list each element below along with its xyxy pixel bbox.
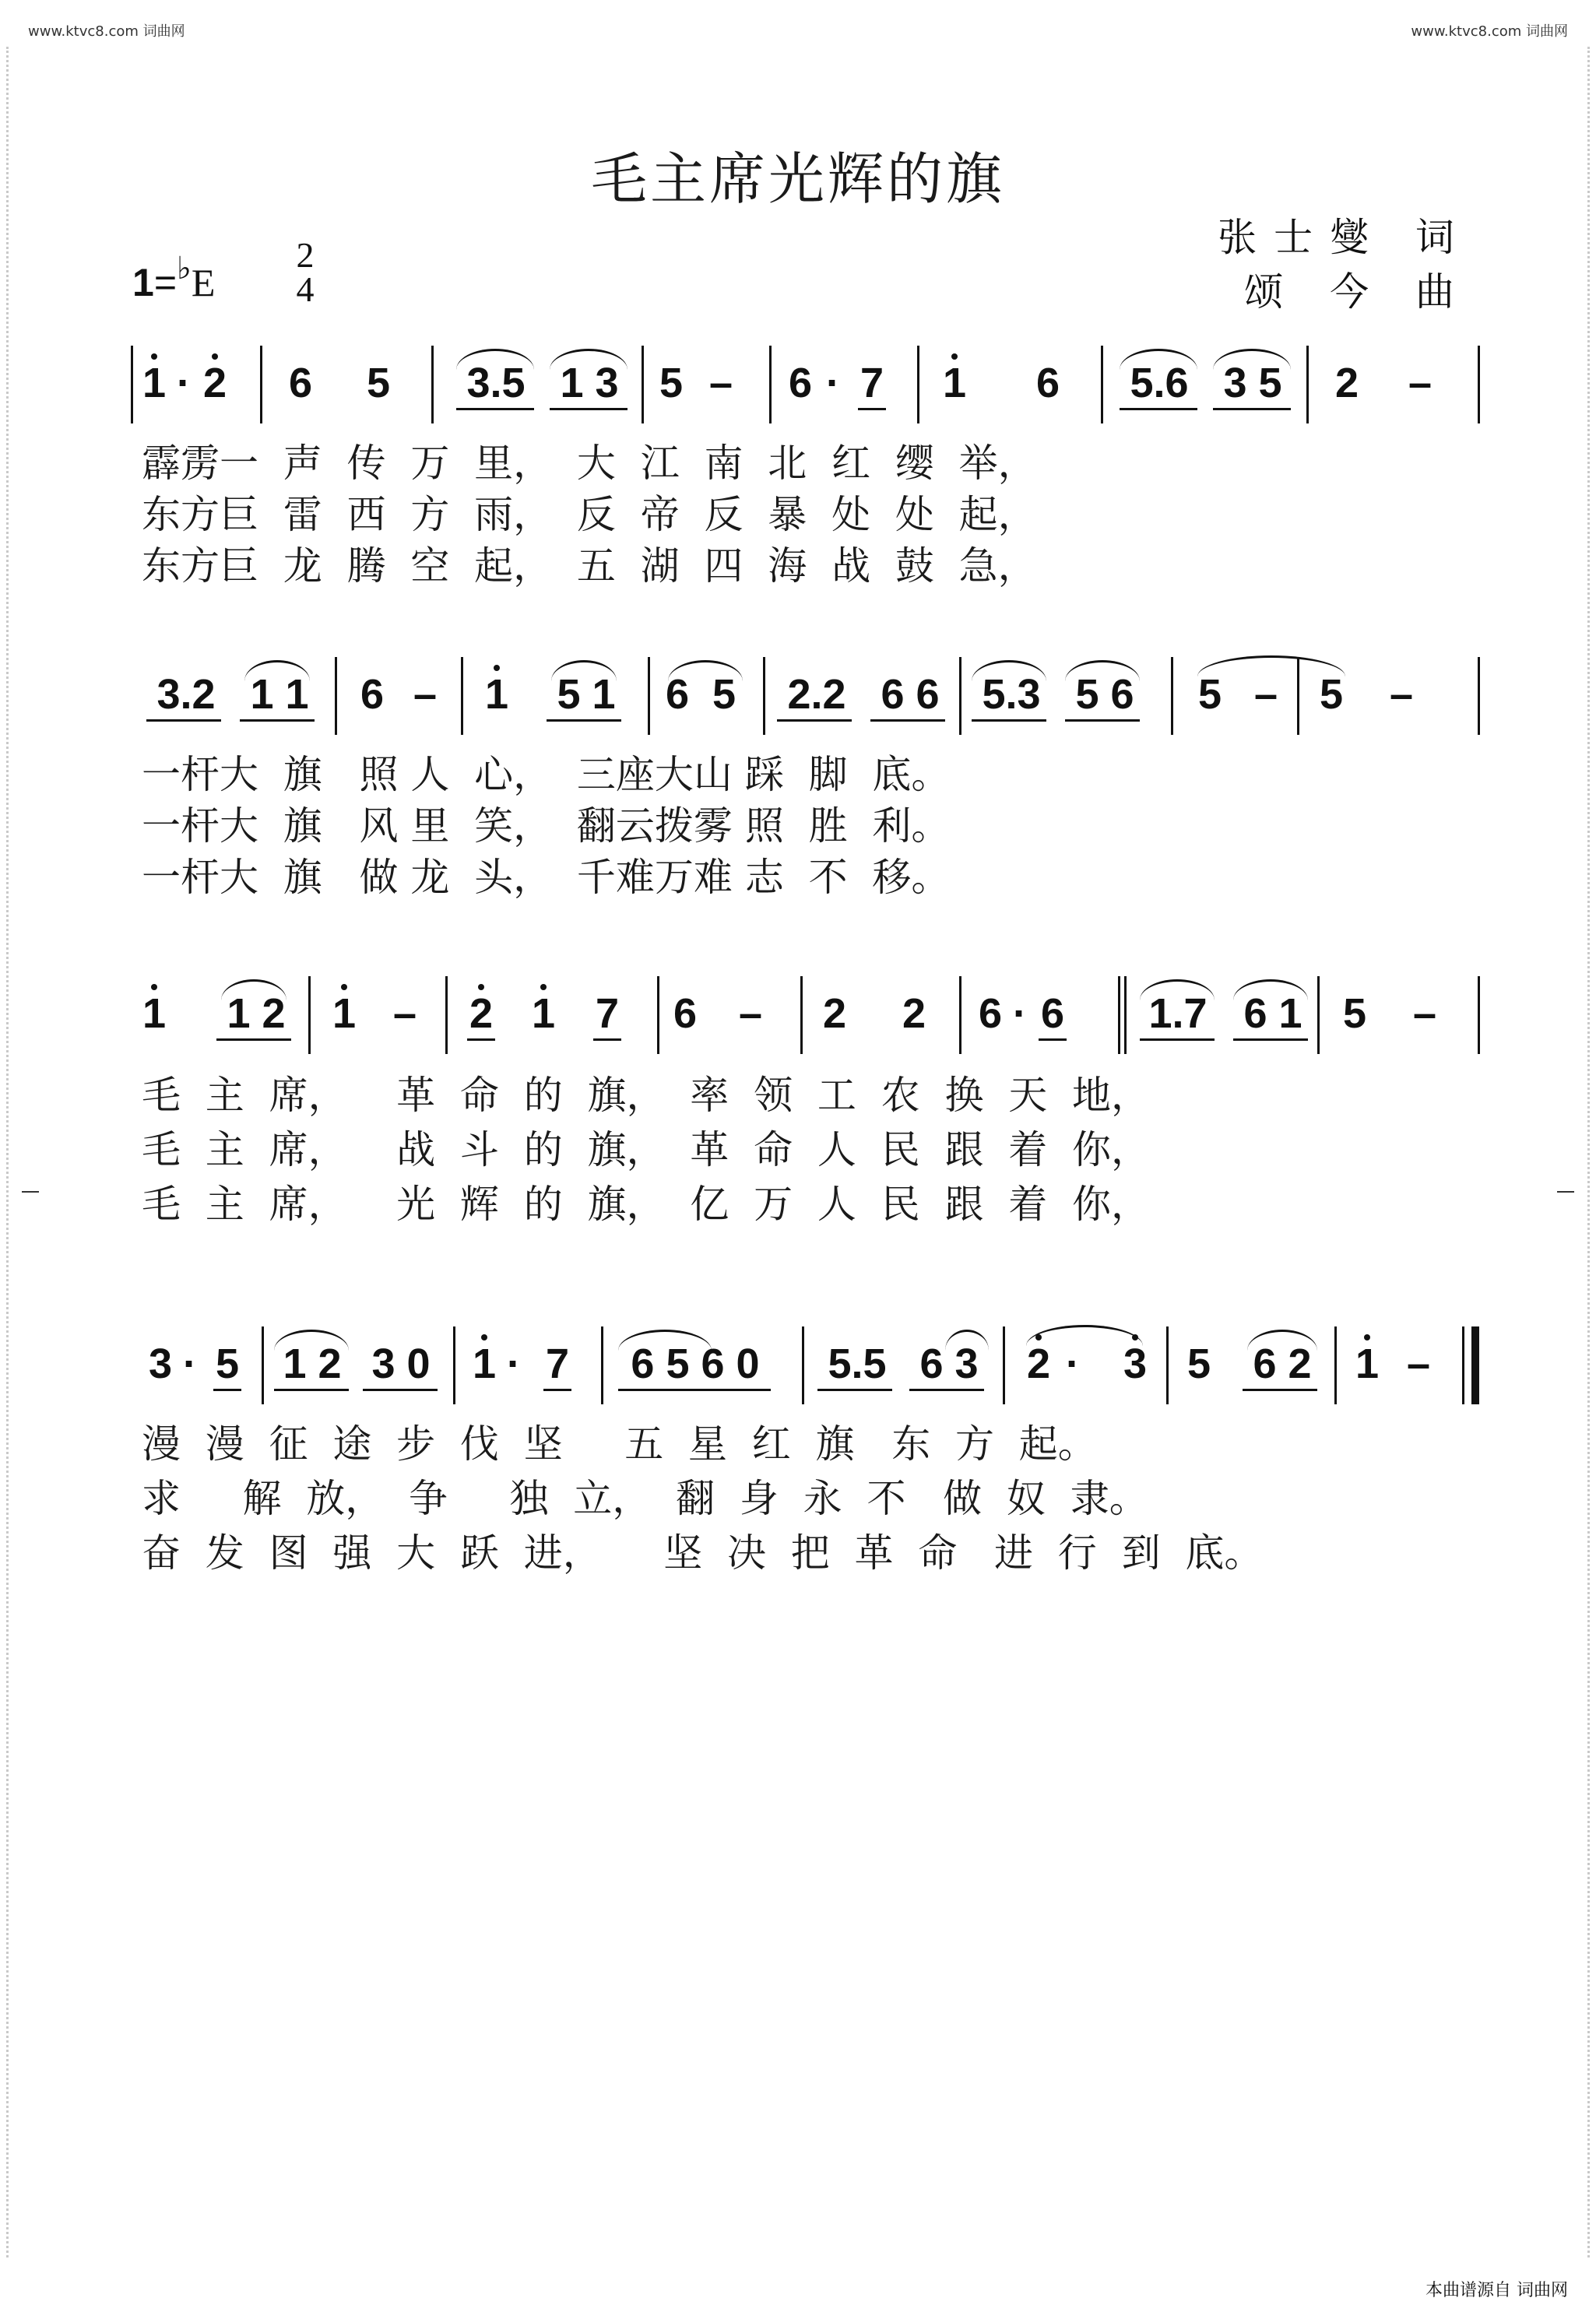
slur <box>456 349 534 370</box>
slur <box>945 1330 989 1351</box>
beam <box>363 1389 438 1391</box>
staff-3 <box>131 973 1482 1059</box>
lyrics-verse-1: 毛 主 席， 革 命 的 旗， 率 领 工 农 换 天 地， <box>142 1073 1151 1118</box>
key-one: 1 <box>132 261 154 304</box>
dash: – <box>708 360 733 406</box>
right-edge-mark <box>1557 1191 1574 1193</box>
key-letter: E <box>191 261 216 304</box>
lyrics-verse-2: 东方巨 雷 西 方 雨， 反 帝 反 暴 处 处 起， <box>142 492 1037 537</box>
beam <box>146 719 221 722</box>
dash: – <box>413 671 438 718</box>
note-group: 6 5 6 0 <box>631 1340 760 1387</box>
note: 6 <box>673 990 698 1037</box>
barline <box>1478 976 1480 1054</box>
note: 6 <box>288 360 313 406</box>
barline <box>763 657 765 735</box>
barline <box>262 1326 264 1404</box>
site-header-left: www.ktvc8.com 词曲网 <box>28 23 185 40</box>
note-group: 1 1 <box>250 671 309 718</box>
beam <box>550 408 628 410</box>
slur <box>244 660 310 681</box>
beam <box>547 719 621 722</box>
note: 2 <box>464 989 498 1038</box>
beam <box>817 1389 892 1391</box>
time-signature <box>290 235 321 309</box>
slur <box>1065 660 1140 681</box>
barline <box>769 346 772 423</box>
flat-sign: ♭ <box>177 251 192 286</box>
note: 1 <box>1350 1339 1384 1389</box>
lyrics-verse-3: 奋 发 图 强 大 跃 进， 坚 决 把 革 命 进 行 到 底。 <box>142 1530 1264 1576</box>
beam <box>777 719 852 722</box>
barline <box>959 657 961 735</box>
note-group: 1.7 <box>1148 990 1208 1037</box>
lyrics-verse-1: 漫 漫 征 途 步 伐 坚 五 星 红 旗 东 方 起。 <box>142 1421 1097 1467</box>
dash: – <box>392 990 417 1037</box>
beam <box>909 1389 984 1391</box>
dash: – <box>738 990 763 1037</box>
barline <box>335 657 337 735</box>
barline <box>1334 1326 1337 1404</box>
staff-4 <box>131 1323 1482 1409</box>
barline <box>800 976 803 1054</box>
note: 5 <box>659 360 684 406</box>
note: 6 <box>788 360 813 406</box>
note: 1 <box>937 358 972 408</box>
note-group: 6 2 <box>1253 1340 1312 1387</box>
barline <box>1462 1326 1464 1404</box>
dash: – <box>1253 671 1278 718</box>
note: 3 <box>1118 1339 1152 1389</box>
source-footer: 本曲谱源自 词曲网 <box>1426 2281 1568 2300</box>
lyrics-verse-3: 毛 主 席， 光 辉 的 旗， 亿 万 人 民 跟 着 你， <box>142 1182 1151 1227</box>
note-group: 5.3 <box>982 671 1041 718</box>
barline <box>453 1326 455 1404</box>
beam <box>972 719 1046 722</box>
note-group: 1 2 <box>283 1340 342 1387</box>
note-group: 5 6 <box>1075 671 1134 718</box>
final-barline <box>1471 1326 1479 1404</box>
note: 5 <box>1186 1340 1211 1387</box>
slur <box>1213 349 1291 370</box>
lyricist-credit: 张士燮 词 <box>1218 215 1471 260</box>
note: 6 <box>360 671 385 718</box>
lyrics-verse-3: 一杆大 旗 做 龙 头， 千难万难 志 不 移。 <box>142 855 951 900</box>
barline <box>1124 976 1127 1054</box>
note-group: 2.2 <box>787 671 846 718</box>
note-group: 1 3 <box>560 360 619 406</box>
note: 6 <box>978 990 1003 1037</box>
note: 2 <box>198 358 232 408</box>
barline <box>1306 346 1309 423</box>
left-margin-strip <box>6 47 13 2258</box>
barline <box>308 976 311 1054</box>
beam <box>593 1038 621 1041</box>
beam <box>1213 408 1291 410</box>
beam <box>456 408 534 410</box>
note: 7 <box>545 1340 570 1387</box>
note-dot: · <box>1013 990 1027 1037</box>
note-dot: · <box>183 1340 197 1387</box>
site-header-right: www.ktvc8.com 词曲网 <box>1411 23 1568 40</box>
lyrics-verse-1: 霹雳一 声 传 万 里， 大 江 南 北 红 缨 举， <box>142 441 1037 486</box>
note-group: 5.5 <box>828 1340 887 1387</box>
time-numerator: 2 <box>296 235 315 275</box>
time-denominator: 4 <box>296 269 315 309</box>
beam <box>543 1389 571 1391</box>
barline <box>1478 657 1480 735</box>
barline <box>642 346 644 423</box>
barline <box>1297 657 1299 735</box>
note: 1 <box>137 358 171 408</box>
credits <box>1218 210 1471 319</box>
barline <box>1101 346 1103 423</box>
left-edge-mark <box>22 1191 39 1193</box>
lyrics-verse-3: 东方巨 龙 腾 空 起， 五 湖 四 海 战 鼓 急， <box>142 543 1037 589</box>
key-signature <box>132 251 215 305</box>
note: 3 <box>148 1340 173 1387</box>
slur <box>1120 349 1197 370</box>
tie <box>1026 1325 1143 1346</box>
beam <box>858 408 886 410</box>
note: 2 <box>822 990 847 1037</box>
slur <box>1140 979 1215 1000</box>
barline <box>601 1326 603 1404</box>
note: 6 <box>1040 990 1065 1037</box>
beam <box>1039 1038 1067 1041</box>
note: 7 <box>860 360 884 406</box>
note-group: 3.2 <box>156 671 216 718</box>
beam <box>1120 408 1197 410</box>
note: 6 <box>1035 360 1060 406</box>
key-equals: = <box>153 261 178 304</box>
dash: – <box>1389 671 1414 718</box>
dash: – <box>1412 990 1437 1037</box>
slur <box>274 1330 349 1351</box>
note: 2 <box>902 990 926 1037</box>
note-group: 3.5 <box>466 360 526 406</box>
lyrics-verse-2: 一杆大 旗 风 里 笑， 翻云拨雾 照 胜 利。 <box>142 803 951 849</box>
right-margin-strip <box>1583 47 1590 2258</box>
note: 1 <box>327 989 361 1038</box>
barline <box>1171 657 1173 735</box>
barline <box>1317 976 1320 1054</box>
barline <box>461 657 463 735</box>
lyrics-verse-2: 求 解 放， 争 独 立， 翻 身 永 不 做 奴 隶。 <box>142 1476 1148 1521</box>
beam <box>216 1038 291 1041</box>
note: 5 <box>366 360 391 406</box>
dash: – <box>1406 1340 1431 1387</box>
barline <box>959 976 961 1054</box>
slur <box>551 660 617 681</box>
barline <box>1118 976 1120 1054</box>
barline <box>445 976 448 1054</box>
note-group: 1 2 <box>227 990 286 1037</box>
beam <box>240 719 315 722</box>
slur <box>618 1330 712 1351</box>
beam <box>1065 719 1140 722</box>
beam <box>467 1038 495 1041</box>
song-title: 毛主席光辉的旗 <box>590 146 1005 212</box>
note: 7 <box>595 990 620 1037</box>
note: 6 <box>665 671 690 718</box>
beam <box>1233 1038 1308 1041</box>
barline <box>917 346 919 423</box>
barline <box>802 1326 804 1404</box>
note: 1 <box>137 989 171 1038</box>
note-dot: · <box>826 360 840 406</box>
note-group: 3 0 <box>371 1340 431 1387</box>
beam <box>274 1389 349 1391</box>
beam <box>1140 1038 1215 1041</box>
staff-1 <box>131 343 1482 428</box>
dash: – <box>1408 360 1433 406</box>
lyrics-verse-1: 一杆大 旗 照 人 心， 三座大山 踩 脚 底。 <box>142 752 951 797</box>
note-dot: · <box>1066 1340 1080 1387</box>
beam <box>213 1389 241 1391</box>
note: 2 <box>1334 360 1359 406</box>
slur <box>550 349 628 370</box>
note-group: 3 5 <box>1223 360 1282 406</box>
slur <box>1233 979 1308 1000</box>
note: 5 <box>1197 671 1222 718</box>
barline <box>1478 346 1480 423</box>
slur <box>1247 1330 1317 1351</box>
beam <box>1243 1389 1317 1391</box>
note-group: 5 1 <box>557 671 616 718</box>
barline <box>1003 1326 1005 1404</box>
note: 5 <box>1342 990 1367 1037</box>
slur <box>221 979 287 1000</box>
note: 5 <box>215 1340 240 1387</box>
barline <box>131 346 133 423</box>
staff-2 <box>131 654 1482 740</box>
slur <box>668 660 743 681</box>
note-group: 6 6 <box>881 671 940 718</box>
slur <box>972 660 1046 681</box>
note-dot: · <box>507 1340 521 1387</box>
barline <box>260 346 262 423</box>
composer-credit: 颂 今 曲 <box>1244 269 1471 314</box>
barline <box>648 657 650 735</box>
note: 1 <box>467 1339 501 1389</box>
note: 5 <box>712 671 736 718</box>
note-dot: · <box>177 360 191 406</box>
note-group: 6 1 <box>1243 990 1302 1037</box>
lyrics-verse-2: 毛 主 席， 战 斗 的 旗， 革 命 人 民 跟 着 你， <box>142 1127 1151 1172</box>
note: 1 <box>480 669 514 719</box>
note-group: 5.6 <box>1130 360 1189 406</box>
note: 2 <box>1021 1339 1056 1389</box>
beam <box>870 719 945 722</box>
note: 1 <box>526 989 561 1038</box>
barline <box>1166 1326 1169 1404</box>
note: 5 <box>1319 671 1344 718</box>
beam <box>618 1389 771 1391</box>
barline <box>431 346 434 423</box>
barline <box>657 976 659 1054</box>
note-group: 6 3 <box>919 1340 979 1387</box>
